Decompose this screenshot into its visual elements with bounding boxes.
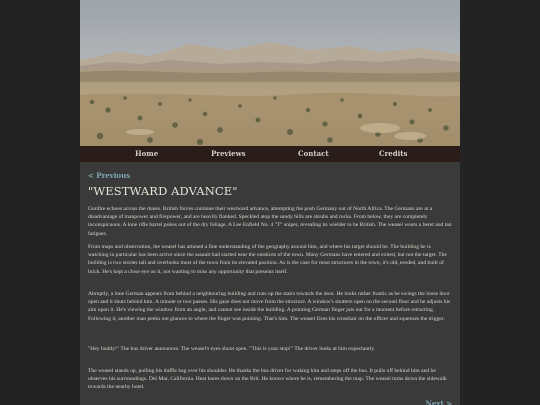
story-paragraph-1: Gunfire echoes across the dunes. British forces continue their westward advance, attempting the push Germany out of North Africa. The Germans are at a disadvantage of manpower and firepower, and are heavily flanked. Speckled atop the sandy hills are shrubs and rocks. From below, they are completely inconspicuous. A lone rifle barrel pokes out of the dry foliage. A Lee Enfield No. 4 "T" sniper, revealing its wielder to be British. The weasel wears a beret and tan fatigues. xyxy=(88,206,452,237)
page-container xyxy=(80,0,460,405)
nav-contact-link[interactable]: Contact xyxy=(298,149,329,158)
story-paragraph-5: The weasel stands up, pulling his duffle bag over his shoulder. He thanks the bus driver for waking him and steps off the bus. It pulls off behind him and he observes his surroundings. Del Mar, California. Heat bares down on the Brit. He knows where he is, remembering the map. The weasel turns down the sidewalk towards the nearby hotel. xyxy=(88,368,447,391)
desert-landscape-image xyxy=(80,0,460,146)
nav-credits-link[interactable]: Credits xyxy=(379,149,408,158)
desert-landscape-banner xyxy=(80,0,460,146)
next-page-link[interactable]: Next > xyxy=(425,399,452,405)
nav-previews-link[interactable]: Previews xyxy=(211,149,246,158)
main-navigation xyxy=(80,146,460,162)
story-paragraph-2: From maps and observation, the weasel has attuned a fine understanding of the geography around him, and where his target should be. The building he is watching in particular has been active since the assault had started near the outskirts of the town. Many Germans have entered and exited, but not the target. The building is two stories tall and overlooks most of the town from its elevated position. As is the case for most structures in the town, it's old, eroded, and built of brick. He's kept a close eye on it, not wanting to miss any opportunity that presents itself. xyxy=(88,244,447,275)
previous-page-link[interactable]: < Previous xyxy=(88,171,131,180)
story-paragraph-3: Abruptly, a lone German appears from behind a neighbouring building and runs up the stairs towards the door. He looks rather frantic as he swings the loose door open and it shuts behind him. A minute or two passes. His gaze does not move from the structure. A window's shutters open on the second floor and he adjusts his aim upon it. He's viewing the window from an angle, and cannot see inside the building. A pointing German finger juts out for a moment before retracting. Following it, another man peeks out glances to where the finger was pointing. That's him. The weasel fixes his crosshair on the officer and squeezes the trigger. xyxy=(88,291,451,322)
story-paragraph-4: "Hey buddy!" The bus driver announces. The weasel's eyes shoot open. "This is your stop!" The driver looks at him expectantly. xyxy=(88,346,376,352)
nav-home-link[interactable]: Home xyxy=(135,149,159,158)
story-title: "WESTWARD ADVANCE" xyxy=(88,184,238,198)
